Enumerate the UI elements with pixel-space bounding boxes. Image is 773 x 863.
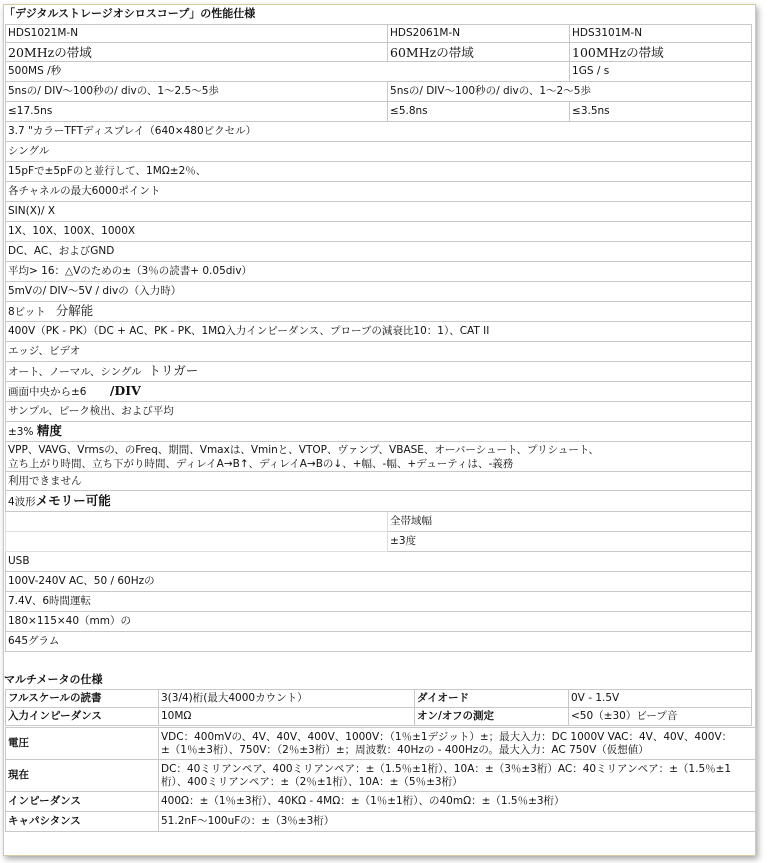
current-label: 現在 — [6, 760, 159, 792]
sample-rate-2: 1GS / s — [570, 62, 752, 82]
table-row — [6, 491, 752, 512]
vertical-sensitivity-spec: 5mVの/ DIV〜5V / divの（入力時） — [6, 282, 752, 302]
trigger-mode-spec — [6, 362, 752, 382]
table-row — [6, 262, 752, 282]
probe-spec: 1X、10X、100X、1000X — [6, 222, 752, 242]
dimensions-spec: 180×115×40（mm）の — [6, 612, 752, 632]
resolution-prefix: 8ビット — [8, 306, 46, 318]
resolution-spec — [6, 302, 752, 322]
trigger-mode-label: トリガー — [148, 363, 199, 378]
bandwidth-1: 20MHzの帯域 — [6, 43, 388, 62]
table-row — [6, 512, 752, 532]
table-row — [6, 122, 752, 142]
table-row — [6, 82, 752, 102]
phase-spec: ±3度 — [388, 532, 752, 552]
interface-spec: USB — [6, 552, 752, 572]
model-3: HDS3101M-N — [570, 25, 752, 43]
table-row — [6, 402, 752, 422]
trigger-mode-prefix: オート、ノーマル、シングル — [8, 366, 142, 378]
measurements-spec — [6, 442, 752, 472]
waveform-memory-spec — [6, 491, 752, 512]
capacitance-label: キャパシタンス — [6, 812, 159, 832]
max-input-spec: 400V（PK - PK）（DC + AC、PK - PK、1MΩ入力インピーダンス、プローブの減衰比10：1）、CAT II — [6, 322, 752, 342]
impedance-label: 入力インピーダンス — [6, 708, 159, 726]
table-row — [6, 792, 757, 812]
accuracy-label: 精度 — [36, 423, 62, 438]
model-1: HDS1021M-N — [6, 25, 388, 43]
table-row — [6, 342, 752, 362]
measurements-line-2: 立ち上がり時間、立ち下がり時間、ディレイA→B↑、ディレイA→Bの↓、+幅、-幅、+デューティは、-義務 — [8, 457, 514, 470]
onoff-label: オン/オフの測定 — [415, 708, 569, 726]
trigger-level-unit: /DIV — [109, 383, 141, 398]
record-length-spec: 各チャネルの最大6000ポイント — [6, 182, 752, 202]
meter-section-title: マルチメータの仕様 — [4, 673, 103, 686]
table-row — [6, 382, 752, 402]
table-row — [6, 552, 752, 572]
model-2: HDS2061M-N — [388, 25, 570, 43]
table-row — [6, 25, 752, 43]
scope-section-title: 「デジタルストレージオシロスコープ」の性能仕様 — [4, 7, 256, 20]
table-row — [6, 362, 752, 382]
trigger-type-spec: エッジ、ビデオ — [6, 342, 752, 362]
table-row — [6, 442, 752, 472]
scope-spec-table — [5, 24, 752, 652]
trigger-level-spec — [6, 382, 752, 402]
table-row — [6, 222, 752, 242]
fullscale-label: フルスケールの読書 — [6, 690, 159, 708]
measure-accuracy-spec: 平均> 16：△Vのための±（3％の読書+ 0.05div） — [6, 262, 752, 282]
table-row — [6, 708, 752, 726]
voltage-label: 電圧 — [6, 728, 159, 760]
accuracy-prefix: ±3% — [8, 426, 34, 438]
table-row — [6, 142, 752, 162]
unavailable-spec: 利用できません — [6, 472, 752, 491]
table-row — [6, 760, 757, 792]
fullscale-value: 3(3/4)桁(最大4000カウント） — [159, 690, 415, 708]
timebase-2: 5nsの/ DIV〜100秒の/ divの、1〜2〜5歩 — [388, 82, 752, 102]
table-row — [6, 322, 752, 342]
sample-rate-1: 500MS /秒 — [6, 62, 570, 82]
meter-spec-table-bottom — [5, 727, 757, 832]
current-value: DC：40ミリアンペア、400ミリアンペア：±（1.5％±1桁）、10A：±（3％±3桁）AC：40ミリアンペア：±（1.5％±1桁）、400ミリアンペア：±（2％±1桁）、10A：±（5％±3桁） — [159, 760, 757, 792]
power-spec: 100V-240V AC、50 / 60Hzの — [6, 572, 752, 592]
table-row — [6, 572, 752, 592]
table-row — [6, 242, 752, 262]
timebase-1: 5nsの/ DIV〜100秒の/ divの、1〜2.5〜5歩 — [6, 82, 388, 102]
rise-time-3: ≤3.5ns — [570, 102, 752, 122]
table-row — [6, 422, 752, 442]
waveform-prefix: 4波形 — [8, 495, 36, 508]
rise-time-2: ≤5.8ns — [388, 102, 570, 122]
resistance-label: インピーダンス — [6, 792, 159, 812]
resolution-label: 分解能 — [55, 303, 94, 318]
coupling-spec: DC、AC、およびGND — [6, 242, 752, 262]
resistance-value: 400Ω：±（1％±3桁）、40KΩ - 4MΩ：±（1％±1桁）、の40mΩ：±（1.5％±3桁） — [159, 792, 757, 812]
display-spec: 3.7 "カラーTFTディスプレイ（640×480ピクセル） — [6, 122, 752, 142]
onoff-value: <50（±30）ビープ音 — [569, 708, 752, 726]
table-row — [6, 102, 752, 122]
diode-label: ダイオード — [415, 690, 569, 708]
accuracy-spec — [6, 422, 752, 442]
diode-value: 0V - 1.5V — [569, 690, 752, 708]
battery-spec: 7.4V、6時間運転 — [6, 592, 752, 612]
impedance-value: 10MΩ — [159, 708, 415, 726]
measurements-line-1: VPP、VAVG、Vrmsの、のFreq、期間、Vmaxは、Vminと、VTOP、ヴァンプ、VBASE、オーバーシュート、プリシュート、 — [8, 443, 599, 456]
table-row — [6, 812, 757, 832]
table-row — [6, 162, 752, 182]
table-row — [6, 632, 752, 652]
table-row — [6, 202, 752, 222]
table-row — [6, 282, 752, 302]
table-row — [6, 612, 752, 632]
meter-spec-table-top — [5, 689, 752, 726]
table-row — [6, 302, 752, 322]
table-row — [6, 62, 752, 82]
bandwidth-3: 100MHzの帯域 — [570, 43, 752, 62]
weight-spec: 645グラム — [6, 632, 752, 652]
full-bandwidth-spec: 全帯域幅 — [388, 512, 752, 532]
trigger-level-prefix: 画面中央から±6 — [8, 386, 87, 398]
channel-spec: シングル — [6, 142, 752, 162]
interpolation-spec: SIN(X)/ X — [6, 202, 752, 222]
table-row — [6, 43, 752, 62]
empty-cell — [6, 532, 388, 552]
table-row — [6, 690, 752, 708]
table-row — [6, 532, 752, 552]
waveform-memory-label: メモリー可能 — [35, 492, 111, 508]
table-row — [6, 728, 757, 760]
table-row — [6, 182, 752, 202]
voltage-value: VDC：400mVの、4V、40V、400V、1000V：（1％±1デジット）±；最大入力：DC 1000V VAC：4V、40V、400V：±（1％±3桁）、750V：（2％±3桁）±；周波数：40Hzの - 400Hzの。最大入力：AC 750V（仮想値） — [159, 728, 757, 760]
bandwidth-2: 60MHzの帯域 — [388, 43, 570, 62]
acquisition-spec: サンプル、ピーク検出、および平均 — [6, 402, 752, 422]
rise-time-1: ≤17.5ns — [6, 102, 388, 122]
input-impedance-spec: 15pFで±5pFのと並行して、1MΩ±2％、 — [6, 162, 752, 182]
table-row — [6, 472, 752, 491]
empty-cell — [6, 512, 388, 532]
capacitance-value: 51.2nF〜100uFの：±（3％±3桁） — [159, 812, 757, 832]
table-row — [6, 592, 752, 612]
